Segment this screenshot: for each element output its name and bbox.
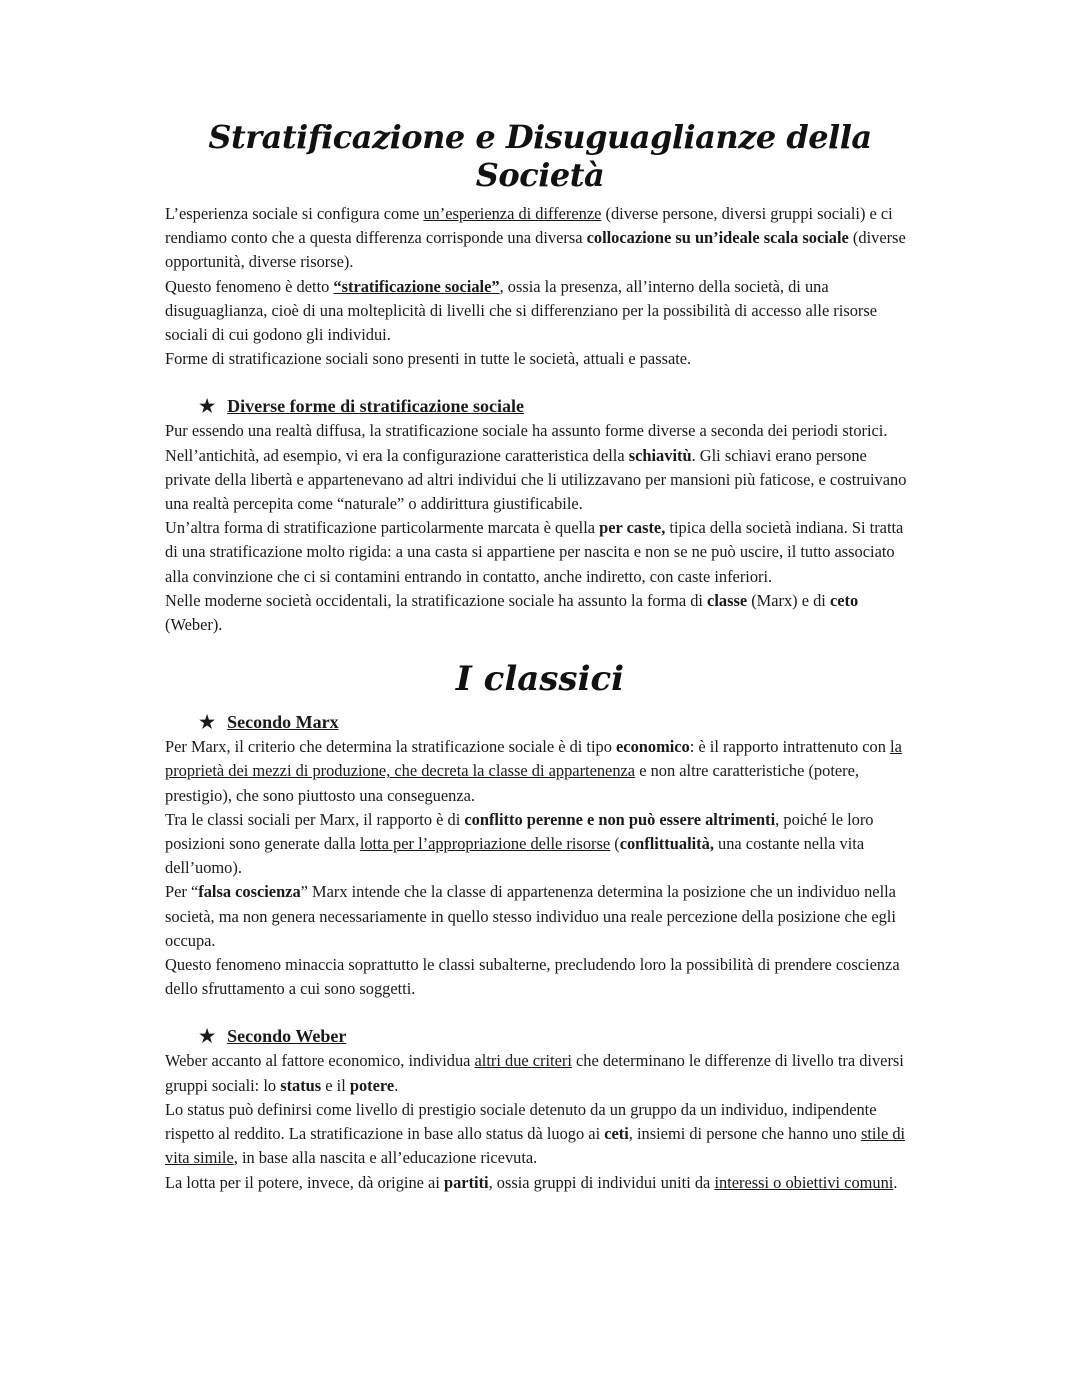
text: , insiemi di persone che hanno uno — [628, 1124, 861, 1144]
marx-paragraph-3 — [165, 880, 915, 953]
bold-text: conflittualità, — [619, 834, 714, 854]
text: tipica della società indiana. Si tratta di una stratificazione molto rigida: a una casta si appartiene per nascita e non se ne può uscire, il tutto associato alla convinzione che ci si contamini entrando in contatto, anche indiretto, con caste inferiori. — [165, 518, 904, 586]
underlined-text: altri due criteri — [474, 1051, 572, 1071]
marx-paragraph-2 — [165, 808, 915, 881]
marx-paragraph-4: Questo fenomeno minaccia soprattutto le classi subalterne, precludendo loro la possibilità di prendere coscienza dello sfruttamento a cui sono soggetti. — [165, 955, 900, 999]
text: . Gli schiavi erano persone private della libertà e appartenevano ad altri individui che li utilizzavano per mansioni più faticose, e costruivano una realtà percepita come “naturale” o addirittura giustificabile. — [165, 445, 907, 514]
star-icon: ★ — [199, 396, 216, 417]
text: Questo fenomeno è detto — [165, 276, 334, 296]
bold-text: collocazione su un’ideale scala sociale — [586, 228, 849, 248]
text: : è il rapporto intrattenuto con — [689, 737, 891, 757]
text: Lo status può definirsi come livello di prestigio sociale detenuto da un gruppo da un individuo, indipendente rispetto al reddito. La stratificazione in base allo status dà luogo ai — [165, 1099, 877, 1144]
heading-text: Secondo Weber — [227, 1026, 347, 1047]
marx-paragraph-1 — [165, 735, 915, 808]
text: Per Marx, il criterio che determina la stratificazione sociale è di tipo — [165, 737, 617, 757]
underlined-text: la proprietà dei mezzi di produzione, che decreta la classe di appartenenza — [165, 737, 902, 781]
classici-title: I classici — [455, 659, 625, 700]
bold-text: partiti — [443, 1172, 489, 1192]
section1-paragraph-4 — [165, 589, 915, 637]
text: Nell’antichità, ad esempio, vi era la configurazione caratteristica della — [165, 445, 629, 465]
section-heading-marx — [199, 709, 915, 735]
text: ( — [610, 834, 620, 854]
weber-paragraph-2 — [165, 1098, 915, 1171]
bold-text: ceti — [604, 1124, 629, 1144]
bold-underlined-text: “stratificazione sociale” — [333, 276, 500, 296]
underlined-text: lotta per l’appropriazione delle risorse — [359, 834, 611, 854]
text: (diverse persone, diversi gruppi sociali) e ci rendiamo conto che a questa differenza corrisponde una diversa — [165, 204, 893, 248]
text: Un’altra forma di stratificazione particolarmente marcata è quella — [165, 518, 600, 538]
text: e non altre caratteristiche (potere, prestigio), che sono piuttosto una conseguenza. — [165, 761, 859, 805]
text: L’esperienza sociale si configura come — [165, 204, 424, 223]
text: una costante nella vita dell’uomo). — [165, 834, 865, 878]
section1-paragraph-1: Pur essendo una realtà diffusa, la stratificazione sociale ha assunto forme diverse a seconda dei periodi storici. — [165, 421, 888, 441]
weber-paragraph-3 — [165, 1171, 915, 1195]
star-icon: ★ — [199, 1026, 216, 1047]
section-heading-forme — [199, 393, 915, 419]
page-title: Stratificazione e Disuguaglianze della Società — [208, 118, 872, 194]
bold-text: economico — [616, 737, 690, 757]
bold-text: per caste, — [599, 518, 666, 538]
text: , in base alla nascita e all’educazione ricevuta. — [233, 1148, 538, 1168]
text: , ossia gruppi di individui uniti da — [488, 1172, 715, 1192]
bold-text: status — [280, 1075, 322, 1095]
text: La lotta per il potere, invece, dà origine ai — [165, 1172, 444, 1192]
text: e il — [321, 1075, 350, 1095]
text: (Weber). — [165, 615, 223, 635]
section1-paragraph-2 — [165, 444, 915, 517]
text: (diverse opportunità, diverse risorse). — [165, 228, 906, 272]
bold-text: potere — [349, 1075, 395, 1095]
text: che determinano le differenze di livello tra diversi gruppi sociali: lo — [165, 1051, 904, 1095]
underlined-text: un’esperienza di differenze — [423, 204, 602, 223]
text: Nelle moderne società occidentali, la stratificazione sociale ha assunto la forma di — [165, 590, 708, 610]
weber-paragraph-1 — [165, 1049, 915, 1097]
intro-paragraph-1 — [165, 202, 915, 275]
underlined-text: stile di vita simile — [165, 1124, 906, 1168]
intro-paragraph-3: Forme di stratificazione sociali sono presenti in tutte le società, attuali e passate. — [165, 349, 692, 369]
underlined-text: interessi o obiettivi comuni — [714, 1172, 894, 1192]
section1-paragraph-3 — [165, 516, 915, 589]
text: . — [394, 1075, 399, 1095]
text: , ossia la presenza, all’interno della società, di una disuguaglianza, cioè di una molteplicità di livelli che si differenziano per la possibilità di accesso alle risorse sociali di cui godono gli individui. — [165, 276, 878, 345]
text: Per “ — [165, 882, 199, 902]
bold-text: classe — [707, 590, 748, 610]
bold-text: schiavitù — [628, 445, 692, 465]
text: Weber accanto al fattore economico, individua — [165, 1051, 475, 1071]
text: Tra le classi sociali per Marx, il rapporto è di — [165, 809, 465, 829]
document-content — [165, 118, 915, 1195]
text: , poiché le loro posizioni sono generate dalla — [165, 809, 874, 854]
text: (Marx) e di — [747, 590, 830, 610]
text: . — [893, 1172, 898, 1192]
section-heading-weber — [199, 1023, 915, 1049]
star-icon: ★ — [199, 712, 216, 733]
heading-text: Diverse forme di stratificazione sociale — [227, 396, 525, 417]
heading-text: Secondo Marx — [227, 712, 339, 733]
bold-text: ceto — [829, 590, 859, 610]
bold-text: conflitto perenne e non può essere altrimenti — [464, 809, 776, 829]
bold-text: falsa coscienza — [198, 882, 301, 902]
intro-paragraph-2 — [165, 275, 915, 348]
text: ” Marx intende che la classe di appartenenza determina la posizione che un individuo nella società, ma non genera necessariamente in quello stesso individuo una reale percezione della posizione che egli occupa. — [165, 882, 896, 950]
